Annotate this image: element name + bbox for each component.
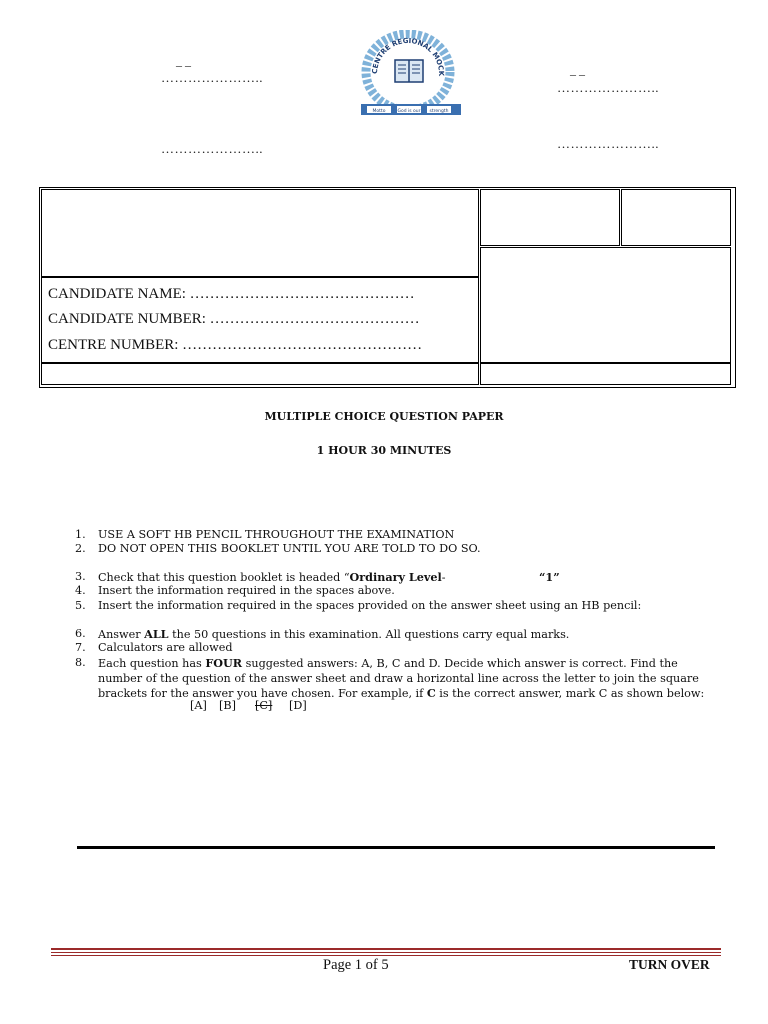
instruction-number: 1.: [75, 528, 86, 541]
instruction-8-text: Each question has: [98, 657, 206, 670]
instruction-number: 3.: [75, 570, 86, 583]
code-box-2: [621, 189, 731, 246]
instruction-8-bold: FOUR: [205, 656, 243, 670]
instruction-number: 2.: [75, 542, 86, 555]
left-bottom-strip: [41, 363, 479, 385]
option-b: [B]: [219, 699, 236, 712]
instruction-8: [98, 656, 710, 702]
right-bottom-strip: [480, 363, 731, 385]
instruction-6-text: Answer: [98, 628, 145, 641]
instruction-4: Insert the information required in the spaces above.: [98, 584, 395, 597]
instruction-3-text: Check that this question booklet is headed “: [98, 571, 350, 584]
instruction-number: 7.: [75, 641, 86, 654]
instruction-6-rest: the 50 questions in this examination. All questions carry equal marks.: [168, 628, 570, 641]
option-a: [A]: [190, 699, 207, 712]
footer-rule: [51, 948, 721, 950]
right-dots-line-1: …………………..: [557, 80, 659, 95]
page-number: Page 1 of 5: [323, 957, 389, 973]
option-d: [D]: [289, 699, 307, 712]
instructions-list: [75, 528, 715, 718]
logo-ribbon-text-3: strength: [429, 109, 449, 114]
left-dots-line-2: …………………..: [161, 141, 263, 156]
option-c-marked: [C]: [255, 699, 273, 712]
subject-title-box: [41, 189, 479, 277]
right-dots-line-2: …………………..: [557, 136, 659, 151]
centre-number-field[interactable]: CENTRE NUMBER: …………………………………………: [48, 337, 423, 353]
instruction-3-dash: -: [441, 571, 446, 584]
left-dash-marks: – –: [176, 58, 191, 72]
candidate-name-field[interactable]: CANDIDATE NAME: ………………………………………: [48, 286, 415, 302]
instruction-3-level: “1”: [539, 570, 560, 584]
instruction-3-bold: Ordinary Level: [349, 570, 442, 584]
left-dots-line-1: …………………..: [161, 70, 263, 85]
logo-arc-text: CENTRE REGIONAL MOCK: [370, 36, 446, 77]
instruction-number: 5.: [75, 599, 86, 612]
instruction-8-rest: is the correct answer, mark C as shown below:: [435, 687, 705, 700]
candidate-number-field[interactable]: CANDIDATE NUMBER: ……………………………………: [48, 311, 420, 327]
footer-rule-inner: [51, 952, 721, 953]
section-divider: [77, 846, 715, 849]
instruction-number: 6.: [75, 627, 86, 640]
instruction-5: Insert the information required in the spaces provided on the answer sheet using an HB pencil:: [98, 599, 642, 612]
paper-duration: 1 HOUR 30 MINUTES: [316, 444, 452, 457]
instruction-8-bold-c: C: [426, 686, 436, 700]
instruction-8-middle: suggested answers: A, B, C and D. Decide which answer is correct. Find the number of the question of the answer sheet and draw a horizontal line across the letter to join the square brackets for the answer you have chosen. For example, if: [98, 657, 699, 700]
instruction-2: DO NOT OPEN THIS BOOKLET UNTIL YOU ARE TOLD TO DO SO.: [98, 542, 481, 555]
paper-title: MULTIPLE CHOICE QUESTION PAPER: [264, 410, 504, 423]
instruction-6-bold: ALL: [144, 627, 169, 641]
logo-ribbon-text-1: Motto: [372, 109, 386, 114]
code-box-1: [480, 189, 620, 246]
instruction-number: 4.: [75, 584, 86, 597]
school-logo: [355, 30, 465, 120]
right-middle-box: [480, 247, 731, 363]
instruction-1: USE A SOFT HB PENCIL THROUGHOUT THE EXAMINATION: [98, 528, 455, 541]
right-dash-marks: – –: [570, 67, 585, 81]
logo-ribbon-text-2: God is our: [397, 109, 421, 114]
footer-rule-inner-2: [51, 955, 721, 956]
instruction-number: 8.: [75, 656, 86, 669]
instruction-7: Calculators are allowed: [98, 641, 233, 654]
turn-over-label: TURN OVER: [629, 957, 710, 972]
